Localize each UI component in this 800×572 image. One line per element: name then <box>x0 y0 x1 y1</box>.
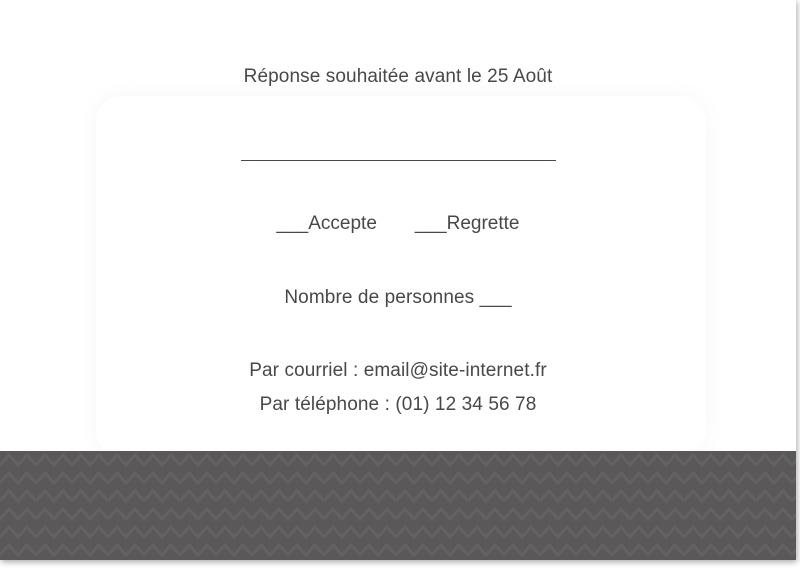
accept-option: ___Accepte <box>276 213 377 234</box>
response-choices <box>0 213 796 235</box>
chevron-pattern <box>0 451 796 560</box>
contact-phone: Par téléphone : (01) 12 34 56 78 <box>259 394 537 415</box>
name-write-line <box>241 160 556 161</box>
contact-email: Par courriel : email@site-internet.fr <box>249 360 547 381</box>
guest-count-line: Nombre de personnes ___ <box>284 287 512 308</box>
regret-option: ___Regrette <box>414 213 520 234</box>
chevron-pattern-band <box>0 451 796 560</box>
reply-deadline: Réponse souhaitée avant le 25 Août <box>243 66 553 87</box>
